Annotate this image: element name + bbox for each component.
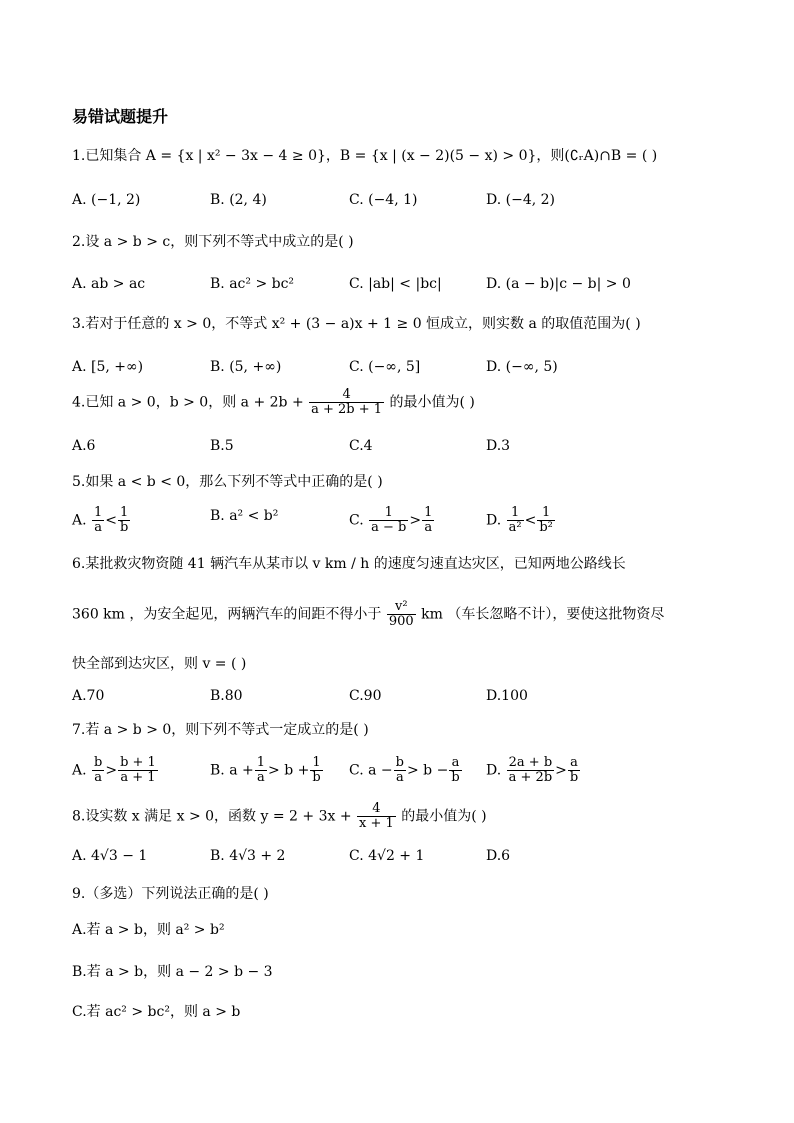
question-text-post: 的最小值为( ) [389, 394, 475, 411]
options-6 [72, 686, 722, 718]
denominator: a [395, 770, 404, 785]
denominator: a [424, 520, 433, 535]
option-a: A.6 [72, 438, 96, 454]
option-label: D. [486, 512, 502, 529]
denominator: 900 [388, 614, 414, 629]
option-b: B.80 [210, 688, 243, 704]
question-text: 如果 a < b < 0，那么下列不等式中正确的是( ) [85, 474, 383, 490]
question-text-line1: 某批救灾物资随 41 辆汽车从某市以 v km / h 的速度匀速直达灾区，已知两地公路线长 [85, 556, 626, 572]
question-text-post: km （车长忽略不计），要使这批物资尽 [421, 606, 665, 623]
question-6-line2 [72, 600, 664, 629]
fraction [537, 506, 555, 535]
numerator: 1 [507, 506, 524, 521]
denominator: b [120, 520, 129, 535]
option-c: C.4 [349, 438, 373, 454]
question-number: 2. [72, 234, 86, 250]
option-a: A. $\frac{1}{a}$ < $\frac{1}{b}$ [72, 505, 129, 535]
option-label: C. [349, 762, 364, 779]
numerator: v² [387, 600, 416, 615]
question-number: 1. [72, 148, 86, 164]
numerator: 4 [357, 802, 396, 817]
question-9 [72, 884, 269, 904]
options-2 [72, 274, 722, 306]
option-a: A. $\frac{b}{a}$ > $\frac{b + 1}{a + 1}$ [72, 755, 156, 785]
denominator: a [256, 770, 265, 785]
question-4 [72, 388, 475, 417]
expr-text: a + [229, 762, 254, 779]
option-c [349, 756, 463, 785]
option-label: A. [72, 512, 87, 529]
expr-text: > b − [406, 762, 449, 779]
denominator: a − b [371, 520, 407, 535]
denominator: x + 1 [359, 816, 394, 831]
option-label: C. [349, 512, 364, 529]
denominator: a [94, 770, 103, 785]
fraction [118, 506, 130, 535]
numerator: b [94, 755, 103, 770]
fraction [310, 756, 322, 785]
question-number: 7. [72, 722, 86, 738]
numerator: 1 [424, 505, 433, 520]
options-5 [72, 506, 722, 538]
numerator: a [568, 756, 580, 771]
question-number: 8. [72, 808, 86, 825]
question-text: 若对于任意的 x > 0，不等式 x² + (3 − a)x + 1 ≥ 0 恒成立，则实数 a 的取值范围为( ) [85, 316, 641, 332]
fraction [357, 802, 396, 831]
statement-b: B.若 a > b，则 a − 2 > b − 3 [72, 964, 273, 980]
numerator: 1 [310, 756, 322, 771]
option-b: B.5 [210, 438, 234, 454]
fraction [568, 756, 580, 785]
option-label: D. [486, 762, 502, 779]
question-3 [72, 314, 641, 334]
numerator: 1 [537, 506, 555, 521]
statement-c: C.若 ac² > bc²，则 a > b [72, 1004, 241, 1020]
option-c: C.90 [349, 688, 382, 704]
option-d: D. $\frac{1}{\text{a²}}$ < $\frac{1}{\text{b²}}$ [486, 505, 553, 535]
fraction [422, 506, 434, 535]
option-c: C. (−∞, 5] [349, 359, 421, 375]
option-a: A. ab > ac [72, 276, 146, 292]
option-c: C. $\frac{1}{a - b}$ > $\frac{1}{a}$ [349, 505, 433, 535]
fraction [92, 506, 104, 535]
numerator: a [449, 756, 461, 771]
question-number: 4. [72, 394, 86, 411]
page-title: 易错试题提升 [72, 107, 169, 126]
question-text: 若 a > b > 0，则下列不等式一定成立的是( ) [85, 722, 369, 738]
question-text-pre: 设实数 x 满足 x > 0，函数 y = 2 + 3x + [85, 808, 352, 825]
options-7 [72, 756, 722, 788]
question-6-line3 [72, 654, 246, 674]
fraction [369, 506, 408, 535]
numerator: b [395, 755, 404, 770]
fraction [92, 756, 104, 785]
option-d: D.3 [486, 438, 511, 454]
denominator: b² [539, 520, 553, 535]
question-text-pre: 360 km ，为安全起见，两辆汽车的间距不得小于 [72, 606, 382, 623]
fraction [449, 756, 461, 785]
option-b: B. (2, 4) [210, 192, 267, 208]
option-a: A. [5, +∞) [72, 359, 144, 375]
option-b: B. a² < b² [210, 508, 279, 524]
numerator: 1 [256, 755, 266, 770]
denominator: a² [508, 520, 522, 535]
question-text-post: 的最小值为( ) [401, 808, 487, 825]
option-a: A.70 [72, 688, 105, 704]
denominator: a [94, 520, 103, 535]
option-c: C. (−4, 1) [349, 192, 418, 208]
fraction [394, 756, 406, 785]
question-text-pre: 已知 a > 0，b > 0，则 a + 2b + [85, 394, 304, 411]
denominator: b [451, 770, 460, 785]
option-a: A. 4√3 − 1 [72, 848, 148, 864]
question-text: （多选）下列说法正确的是( ) [85, 886, 269, 902]
option-b: B. 4√3 + 2 [210, 848, 286, 864]
question-number: 9. [72, 886, 86, 902]
numerator: 1 [94, 505, 103, 520]
question-text: 设 a > b > c，则下列不等式中成立的是( ) [85, 234, 354, 250]
options-8 [72, 846, 722, 878]
question-number: 6. [72, 556, 86, 572]
numerator: 4 [309, 388, 384, 403]
option-b: B. (5, +∞) [210, 359, 282, 375]
numerator: 2a + b [508, 755, 553, 770]
question-text-line3: 快全部到达灾区，则 v = ( ) [72, 656, 247, 672]
question-8 [72, 802, 487, 831]
denominator: b [312, 770, 321, 785]
statement-a: A.若 a > b，则 a² > b² [72, 922, 225, 938]
denominator: a + 2b + 1 [311, 402, 383, 417]
option-b [210, 756, 324, 785]
fraction [309, 388, 384, 417]
fraction [507, 756, 555, 785]
options-1 [72, 190, 722, 222]
option-d: D. (a − b)|c − b| > 0 [486, 276, 631, 292]
expr-text: > b + [268, 762, 310, 779]
fraction [118, 756, 158, 785]
fraction [387, 600, 416, 629]
question-5 [72, 472, 383, 492]
option-d: D. $\frac{2a + b}{a + 2b}$ > $\frac{a}{b}$ [486, 755, 579, 785]
option-d: D. (−∞, 5) [486, 359, 558, 375]
option-a: A. (−1, 2) [72, 192, 141, 208]
options-3 [72, 357, 722, 389]
question-number: 3. [72, 316, 86, 332]
numerator: 1 [118, 506, 130, 521]
fraction [255, 756, 267, 785]
denominator: a + 2b [508, 770, 553, 785]
option-c: C. 4√2 + 1 [349, 848, 425, 864]
question-7 [72, 720, 369, 740]
denominator: b [569, 770, 579, 785]
options-4 [72, 436, 722, 468]
numerator: b + 1 [120, 755, 156, 770]
option-c: C. |ab| < |bc| [349, 276, 442, 292]
question-number: 5. [72, 474, 86, 490]
option-b: B. ac² > bc² [210, 276, 295, 292]
option-d: D.100 [486, 688, 528, 704]
question-2 [72, 232, 354, 252]
fraction [507, 506, 524, 535]
option-d: D.6 [486, 848, 511, 864]
option-d: D. (−4, 2) [486, 192, 555, 208]
question-1 [72, 146, 657, 166]
question-6 [72, 554, 626, 574]
numerator: 1 [369, 506, 408, 521]
option-label: B. [210, 762, 225, 779]
option-label: A. [72, 762, 87, 779]
denominator: a + 1 [120, 770, 156, 785]
expr-text: a − [368, 762, 393, 779]
question-text: 已知集合 A = {x | x² − 3x − 4 ≥ 0}，B = {x | (x − 2)(5 − x) > 0}，则(∁ᵣA)∩B = ( ) [85, 148, 658, 164]
